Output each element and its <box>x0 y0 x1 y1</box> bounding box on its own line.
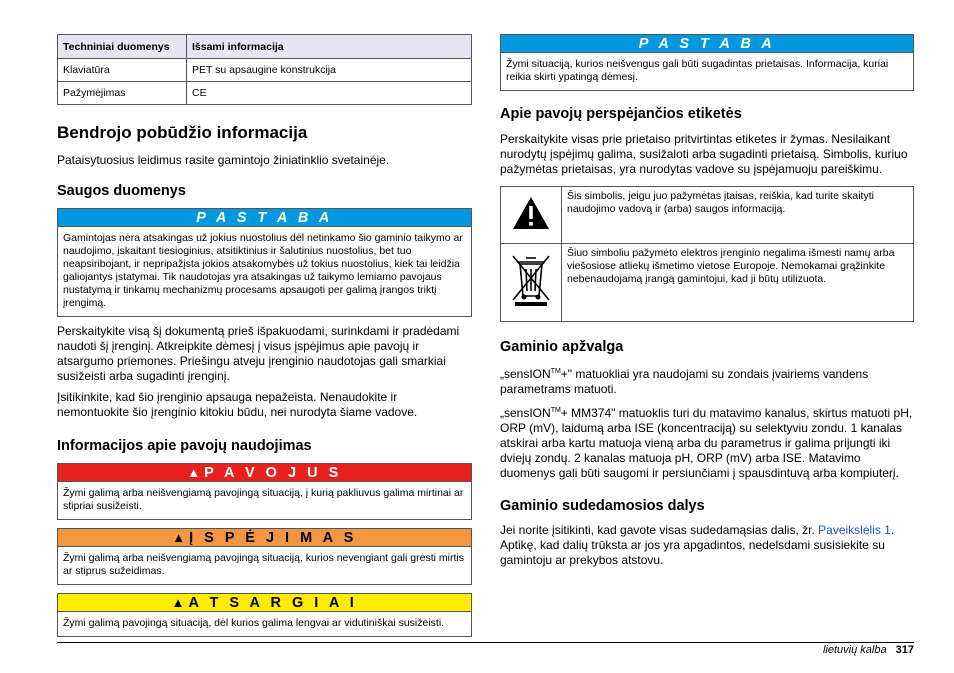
components-text: Jei norite įsitikinti, kad gavote visas sudedamąsias dalis, žr. <box>500 523 815 537</box>
general-info-intro: Pataisytuosius leidimus rasite gamintojo žiniatinklio svetainėje. <box>57 153 390 167</box>
crossed-bin-icon <box>510 253 552 307</box>
overview-text: +" matuokliai yra naudojami su zondais įvairiems vandens parametrams matuoti. <box>500 367 869 396</box>
product-name: „sensION <box>500 406 551 420</box>
safety-note-box <box>57 208 472 317</box>
spec-header-cell: Išsami informacija <box>187 35 472 59</box>
table-row <box>501 244 914 322</box>
overview-paragraph <box>500 403 914 481</box>
warning-triangle-icon <box>511 195 551 231</box>
footer-divider <box>57 642 914 643</box>
overview-heading: Gaminio apžvalga <box>500 339 624 355</box>
symbol-description: Šis simbolis, jeigu juo pažymėtas įtaisas, reiškia, kad turite skaityti naudojimo vadovą ir (arba) saugos informaciją. <box>562 187 914 244</box>
caution-label: A T S A R G I A I <box>188 595 358 611</box>
warning-triangle-icon: ▲ <box>187 465 201 480</box>
safety-paragraph: Įsitikinkite, kad šio įrenginio apsauga nepažeista. Nenaudokite ir nemontuokite šio įrenginio kitokiu būdu, nei nurodyta šiame vadove. <box>57 390 418 419</box>
trademark-sup: TM <box>550 407 561 414</box>
labels-paragraph: Perskaitykite visas prie prietaiso pritvirtintas etiketes ir žymas. Nesilaikant nurodytų įspėjimų galima, susižaloti arba sugadinti prietaisą. Simbolis, kuriuo pažymėtas prietaisas, yra nurodytas vadove su įspėjamuoju pareiškimu. <box>500 132 908 176</box>
hazard-info-heading: Informacijos apie pavojų naudojimas <box>57 438 312 454</box>
components-paragraph <box>500 523 914 568</box>
table-row <box>58 59 472 82</box>
danger-text: Žymi galimą arba neišvengiamą pavojingą situaciją, į kurią pakliuvus galima mirtinai ar stipriai susižeisti. <box>63 487 464 512</box>
safety-paragraph: Perskaitykite visą šį dokumentą prieš išpakuodami, surinkdami ir pradėdami naudoti šį įrenginį. Atkreipkite dėmesį į visus įspėjimus apie pavojų ir atsargumo priemones. Priešingu atveju įrenginio naudotojas gali smarkiai susižeisti arba sugadinti įrenginį. <box>57 324 460 383</box>
warning-label: Į S P Ė J I M A S <box>189 530 357 546</box>
table-row <box>501 187 914 244</box>
symbol-icon-cell <box>501 244 562 322</box>
page-number: 317 <box>895 644 914 656</box>
warning-text: Žymi galimą arba neišvengiamą pavojingą situaciją, kurios nevengiant gali grėsti mirtis ar stiprus sužeidimas. <box>63 552 464 577</box>
symbol-description: Šiuo simboliu pažymėto elektros įrenginio negalima išmesti namų arba viešosiose atliekų išmetimo vietose Europoje. Nemokamai grąžinkite nebenaudojamą įrangą gamintojui, kad ji būtų utilizuota. <box>562 244 914 322</box>
warning-label-bar <box>58 529 471 547</box>
overview-paragraph <box>500 364 914 397</box>
warning-triangle-icon: ▲ <box>171 595 185 610</box>
components-heading: Gaminio sudedamosios dalys <box>500 498 705 514</box>
page-footer <box>823 644 914 656</box>
figure-link[interactable]: Paveikslėlis 1 <box>818 523 891 537</box>
table-cell: CE <box>187 82 472 105</box>
note-label: P A S T A B A <box>501 35 913 53</box>
warning-box <box>57 528 472 585</box>
table-cell: Klaviatūra <box>58 59 187 82</box>
caution-label-bar <box>58 594 471 612</box>
labels-heading: Apie pavojų perspėjančios etiketės <box>500 106 742 122</box>
danger-label: P A V O J U S <box>204 465 342 481</box>
right-column <box>500 34 914 568</box>
danger-label-bar <box>58 464 471 482</box>
notice-text: Žymi situaciją, kurios neišvengus gali būti sugadintas prietaisas. Informacija, kuriai reikia skirti ypatingą dėmesį. <box>506 58 889 83</box>
danger-box <box>57 463 472 520</box>
note-label: P A S T A B A <box>58 209 471 227</box>
product-name: „sensION <box>500 367 551 381</box>
notice-box <box>500 34 914 91</box>
spec-table-header <box>58 35 472 59</box>
table-cell: PET su apsaugine konstrukcija <box>187 59 472 82</box>
left-column <box>57 34 472 637</box>
table-row <box>58 82 472 105</box>
symbol-icon-cell <box>501 187 562 244</box>
safety-heading: Saugos duomenys <box>57 183 186 199</box>
spec-header-cell: Techniniai duomenys <box>58 35 187 59</box>
safety-note-text: Gamintojas nėra atsakingas už jokius nuostolius dėl netinkamo šio gaminio taikymo ar naudojimo, įskaitant tiesioginius, atsitiktinius ir šalutinius nuostolius, bet tuo neapsiribojant, ir nepripažįsta jokios atsakomybės už tokius nuostolius, kiek tai leidžia galiojantys įstatymai. Tik naudotojas yra atsakingas už taikymo lemiamo pavojaus nustatymą ir tinkamų mechanizmų procesams apsaugoti per galimą įrangos triktį įrengimą. <box>63 232 463 309</box>
table-cell: Pažymėjimas <box>58 82 187 105</box>
spec-table <box>57 34 472 105</box>
general-info-heading: Bendrojo pobūdžio informacija <box>57 123 308 142</box>
caution-box <box>57 593 472 637</box>
components-text: . Aptikę, kad dalių trūksta ar jos yra apgadintos, nedelsdami susisiekite su gamintoju ar prekybos atstovu. <box>500 523 895 567</box>
symbols-table <box>500 186 914 322</box>
warning-triangle-icon: ▲ <box>172 530 186 545</box>
footer-language: lietuvių kalba <box>822 644 887 656</box>
overview-text: + MM374" matuoklis turi du matavimo kanalus, skirtus matuoti pH, ORP (mV), laidumą arba ISE (koncentraciją) su selektyviu zondu. 1 kanalas atskirai arba kartu matuoja vieną arba du parametrus ir galima prijungti iki dviejų zondų. 2 kanalas matuoja pH, ORP (mV) arba ISE. Matavimo duomenys gali būti saugomi ir persiunčiami į spausdintuvą arba kompiuterį. <box>500 406 913 480</box>
caution-text: Žymi galimą pavojingą situaciją, dėl kurios galima lengvai ar vidutiniškai susižeisti. <box>63 617 445 629</box>
trademark-sup: TM <box>550 368 561 375</box>
